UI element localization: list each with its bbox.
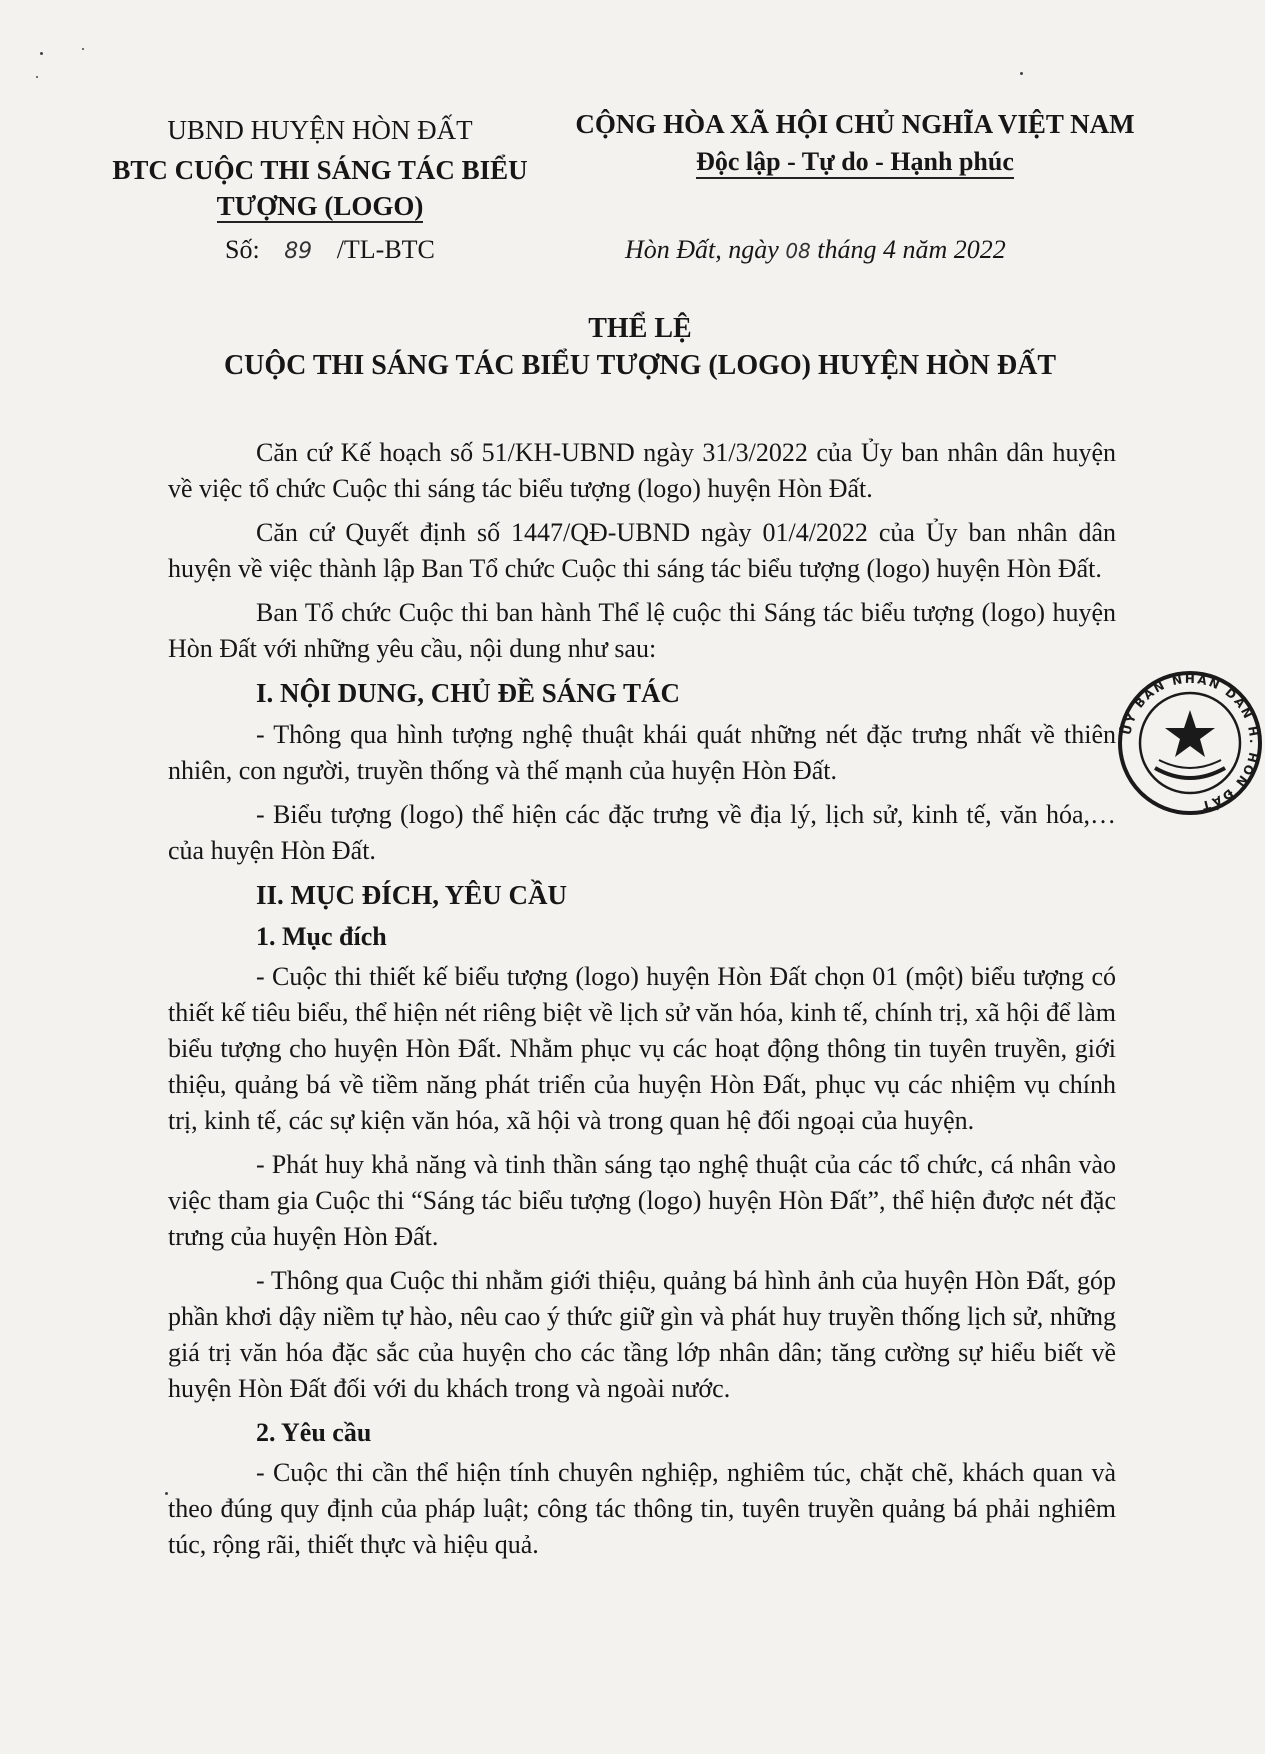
- body-paragraph: - Cuộc thi thiết kế biểu tượng (logo) huyện Hòn Đất chọn 01 (một) biểu tượng có thiết kế tiêu biểu, thể hiện nét riêng biệt về lịch sử văn hóa, kinh tế, chính trị, xã hội để làm biểu tượng cho huyện Hòn Đất. Nhằm phục vụ các hoạt động thông tin tuyên truyền, giới thiệu, quảng bá về tiềm năng phát triển của huyện Hòn Đất, phục vụ các nhiệm vụ chính trị, kinh tế, các sự kiện văn hóa, xã hội và trong quan hệ đối ngoại của huyện.: [168, 962, 1116, 1135]
- body-paragraph: - Thông qua hình tượng nghệ thuật khái quát những nét đặc trưng nhất về thiên nhiên, con người, truyền thống và thế mạnh của huyện Hòn Đất.: [168, 720, 1116, 785]
- body-paragraph: - Biểu tượng (logo) thể hiện các đặc trưng về địa lý, lịch sử, kinh tế, văn hóa,… của huyện Hòn Đất.: [168, 800, 1116, 865]
- handwritten-day: 08: [785, 239, 811, 263]
- seal-stamp-icon: [1115, 668, 1265, 818]
- authority-line-2: BTC CUỘC THI SÁNG TÁC BIỂU: [112, 155, 528, 185]
- scan-speck: [40, 52, 43, 55]
- motto: Độc lập - Tự do - Hạnh phúc: [560, 143, 1150, 181]
- subsection-heading: 2. Yêu cầu: [256, 1418, 372, 1447]
- issuing-authority: [110, 112, 530, 224]
- preamble-paragraph: Ban Tổ chức Cuộc thi ban hành Thể lệ cuộc thi Sáng tác biểu tượng (logo) huyện Hòn Đất với những yêu cầu, nội dung như sau:: [168, 598, 1116, 663]
- body-paragraph: - Thông qua Cuộc thi nhằm giới thiệu, quảng bá hình ảnh của huyện Hòn Đất, góp phần khơi dậy niềm tự hào, nêu cao ý thức giữ gìn và phát huy truyền thống lịch sử, những giá trị văn hóa đặc sắc của huyện cho các tầng lớp nhân dân; tăng cường sự hiểu biết về huyện Hòn Đất đối với du khách trong và ngoài nước.: [168, 1266, 1116, 1403]
- document-title: THỂ LỆ: [588, 313, 692, 344]
- preamble-paragraph: Căn cứ Quyết định số 1447/QĐ-UBND ngày 01/4/2022 của Ủy ban nhân dân huyện về việc thành lập Ban Tổ chức Cuộc thi sáng tác biểu tượng (logo) huyện Hòn Đất.: [168, 518, 1116, 583]
- scan-speck: [36, 76, 38, 78]
- document-body: [168, 435, 1116, 1571]
- official-seal: [1115, 668, 1265, 818]
- country-name: CỘNG HÒA XÃ HỘI CHỦ NGHĨA VIỆT NAM: [575, 109, 1135, 139]
- national-motto: [560, 105, 1150, 181]
- section-heading: II. MỤC ĐÍCH, YÊU CẦU: [256, 880, 568, 910]
- document-subtitle: CUỘC THI SÁNG TÁC BIỂU TƯỢNG (LOGO) HUYỆN HÒN ĐẤT: [223, 350, 1057, 381]
- handwritten-number: 89: [284, 239, 313, 264]
- place-and-date: Hòn Đất, ngày 08 tháng 4 năm 2022: [625, 235, 1006, 264]
- authority-line-3: TƯỢNG (LOGO): [216, 191, 424, 221]
- section-heading: I. NỘI DUNG, CHỦ ĐỀ SÁNG TÁC: [256, 678, 681, 708]
- preamble-paragraph: Căn cứ Kế hoạch số 51/KH-UBND ngày 31/3/2022 của Ủy ban nhân dân huyện về việc tổ chức Cuộc thi sáng tác biểu tượng (logo) huyện Hòn Đất.: [168, 438, 1116, 503]
- scan-speck: [82, 48, 84, 50]
- scan-speck: [1020, 72, 1023, 75]
- body-paragraph: - Cuộc thi cần thể hiện tính chuyên nghiệp, nghiêm túc, chặt chẽ, khách quan và theo đúng quy định của pháp luật; công tác thông tin, tuyên truyền quảng bá phải nghiêm túc, rộng rãi, thiết thực và hiệu quả.: [168, 1458, 1116, 1559]
- authority-line-1: UBND HUYỆN HÒN ĐẤT: [167, 115, 473, 145]
- svg-text:ỦY BAN NHÂN DÂN H. HÒN ĐẤT: ỦY BAN NHÂN DÂN H. HÒN ĐẤT: [1119, 671, 1262, 814]
- document-number: Số: 89 /TL-BTC: [225, 235, 435, 264]
- body-paragraph: - Phát huy khả năng và tinh thần sáng tạo nghệ thuật của các tổ chức, cá nhân vào việc tham gia Cuộc thi “Sáng tác biểu tượng (logo) huyện Hòn Đất”, thể hiện được nét đặc trưng của huyện Hòn Đất.: [168, 1150, 1116, 1251]
- subsection-heading: 1. Mục đích: [256, 922, 387, 951]
